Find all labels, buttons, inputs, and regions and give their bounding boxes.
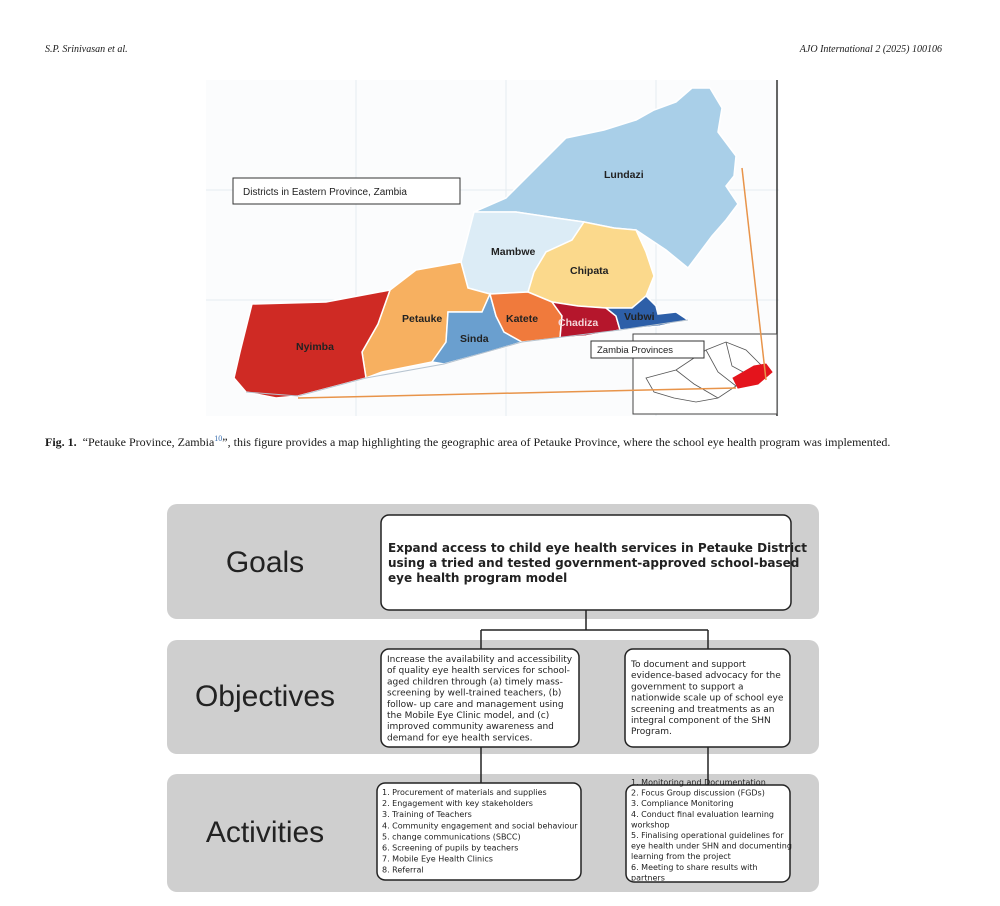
label-sinda: Sinda xyxy=(460,333,489,345)
objective-right-line: nationwide scale up of school eye xyxy=(631,693,784,704)
program-flowchart xyxy=(165,502,821,894)
running-header-journal: AJO International 2 (2025) 100106 xyxy=(799,44,942,55)
label-lundazi: Lundazi xyxy=(604,169,644,181)
objective-left-line: follow- up care and management using xyxy=(387,699,564,710)
activity-right-line: partners xyxy=(631,873,665,883)
objective-left-line: of quality eye health services for school- xyxy=(387,666,570,677)
activity-left-line: 7. Mobile Eye Health Clinics xyxy=(382,854,493,864)
activity-right-line: 6. Meeting to share results with xyxy=(631,862,758,872)
inset-label: Zambia Provinces xyxy=(597,345,674,356)
label-vubwi: Vubwi xyxy=(624,311,655,323)
eastern-province-map xyxy=(206,80,779,416)
activity-right-line: 3. Compliance Monitoring xyxy=(631,799,734,809)
activity-left-line: 4. Community engagement and social behaviour xyxy=(382,821,578,831)
objective-right-line: evidence-based advocacy for the xyxy=(631,671,781,682)
activity-right-line: learning from the project xyxy=(631,852,731,862)
objective-left-line: the Mobile Eye Clinic model, and (c) xyxy=(387,711,550,721)
objectives-label: Objectives xyxy=(194,680,336,713)
activity-left-line: 5. change communications (SBCC) xyxy=(382,832,521,842)
activity-left-line: 3. Training of Teachers xyxy=(382,810,472,820)
objective-left-line: demand for eye health services. xyxy=(387,733,533,744)
activity-left-line: 8. Referral xyxy=(382,865,424,875)
objective-left-line: screening by well-trained teachers, (b) xyxy=(387,688,562,699)
activities-label: Activities xyxy=(205,816,325,849)
caption-reference-link[interactable]: 10 xyxy=(214,434,223,443)
activity-left-line: 2. Engagement with key stakeholders xyxy=(382,799,533,809)
objective-right-line: To document and support xyxy=(631,660,746,670)
label-petauke: Petauke xyxy=(402,313,443,325)
map-legend-title: Districts in Eastern Province, Zambia xyxy=(243,187,407,198)
activity-right-line: eye health under SHN and documenting xyxy=(631,841,792,851)
goal-line-3: eye health program model xyxy=(388,571,568,585)
label-chipata: Chipata xyxy=(570,265,609,277)
goal-line-2: using a tried and tested government-approved school-based xyxy=(388,556,800,570)
caption-title: “Petauke Province, Zambia xyxy=(82,435,215,449)
label-katete: Katete xyxy=(506,313,539,325)
activity-right-line: workshop xyxy=(631,820,670,830)
objective-right-line: integral component of the SHN xyxy=(631,716,771,726)
objective-left-line: improved community awareness and xyxy=(387,722,554,733)
label-nyimba: Nyimba xyxy=(296,341,334,353)
objective-left-text xyxy=(387,655,573,743)
activity-right-line: 2. Focus Group discussion (FGDs) xyxy=(631,788,765,798)
running-header-authors: S.P. Srinivasan et al. xyxy=(45,44,128,55)
goal-line-1: Expand access to child eye health services in Petauke District xyxy=(388,541,807,555)
objective-left-line: aged children through (a) timely mass- xyxy=(387,677,563,688)
objective-right-line: government to support a xyxy=(631,682,744,693)
objective-right-line: Program. xyxy=(631,727,672,738)
objective-left-line: Increase the availability and accessibility xyxy=(387,655,573,665)
caption-text: ”, this figure provides a map highlighting the geographic area of Petauke Province, where the school eye health program was implemented. xyxy=(222,435,891,449)
caption-label: Fig. 1. xyxy=(45,435,77,449)
label-mambwe: Mambwe xyxy=(491,246,536,258)
activity-right-line: 4. Conduct final evaluation learning xyxy=(631,809,774,819)
label-chadiza: Chadiza xyxy=(558,317,599,329)
figure-caption xyxy=(45,431,940,450)
activity-left-line: 6. Screening of pupils by teachers xyxy=(382,843,519,853)
objective-right-text xyxy=(630,660,784,737)
goals-label: Goals xyxy=(225,546,305,579)
objective-right-line: screening and treatments as an xyxy=(631,704,775,715)
activity-right-line: 1. Monitoring and Documentation xyxy=(631,778,766,787)
activity-left-line: 1. Procurement of materials and supplies xyxy=(382,788,547,797)
activity-right-line: 5. Finalising operational guidelines for xyxy=(631,831,784,840)
